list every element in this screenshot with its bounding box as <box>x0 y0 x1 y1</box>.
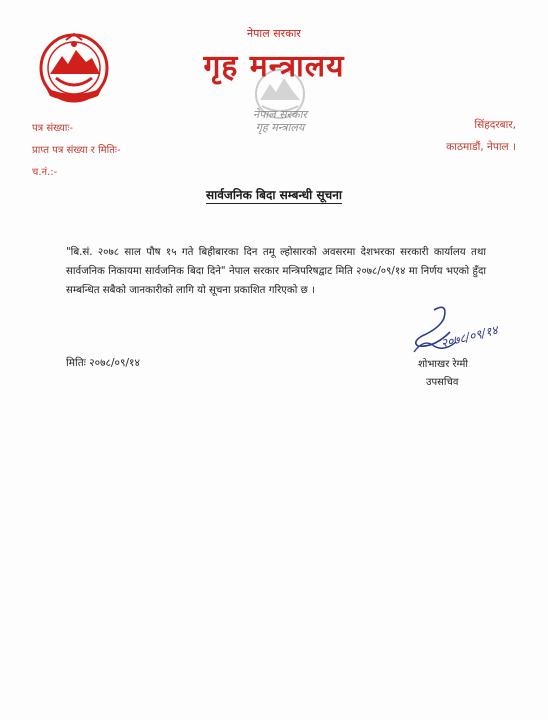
notice-subject <box>0 186 548 203</box>
government-name: नेपाल सरकार <box>247 27 301 40</box>
signatory-name: शोभाखर रेग्मी <box>418 359 468 370</box>
watermark-text <box>240 108 320 134</box>
letter-meta <box>32 118 121 184</box>
address-line-1: सिंहदरबार, <box>474 119 516 131</box>
signatory-title: उपसचिव <box>426 377 459 388</box>
signature-icon <box>404 302 520 360</box>
office-address <box>446 114 516 158</box>
letter-number-label: पत्र संख्याः- <box>32 123 74 134</box>
handwritten-date: २०७८/०९/१४ <box>439 322 500 351</box>
dispatch-number-label: च.नं.:- <box>32 167 58 178</box>
ministry-title: गृह मन्त्रालय <box>203 49 345 84</box>
notice-date: मितिः २०७८/०९/१४ <box>66 357 140 369</box>
watermark-line-1: नेपाल सरकार <box>253 108 307 121</box>
notice-subject-text: सार्वजनिक बिदा सम्बन्धी सूचना <box>206 188 342 202</box>
received-letter-label: प्राप्त पत्र संख्या र मितिः- <box>32 145 121 156</box>
watermark-line-2: गृह मन्त्रालय <box>255 121 305 134</box>
notice-body: "बि.सं. २०७८ साल पौष १५ गते बिहीबारका दिन तमू ल्होसारको अवसरमा देशभरका सरकारी कार्यालय तथा सार्वजनिक निकायमा सार्वजनिक बिदा दिने" नेपाल सरकार मन्त्रिपरिषद्वाट मिति २०७८/०९/१४ मा निर्णय भएको हुँदा सम्बन्धित सबैको जानकारीको लागि यो सूचना प्रकाशित गरिएको छ । <box>66 247 486 296</box>
address-line-2: काठमाडौं, नेपाल । <box>446 141 516 153</box>
